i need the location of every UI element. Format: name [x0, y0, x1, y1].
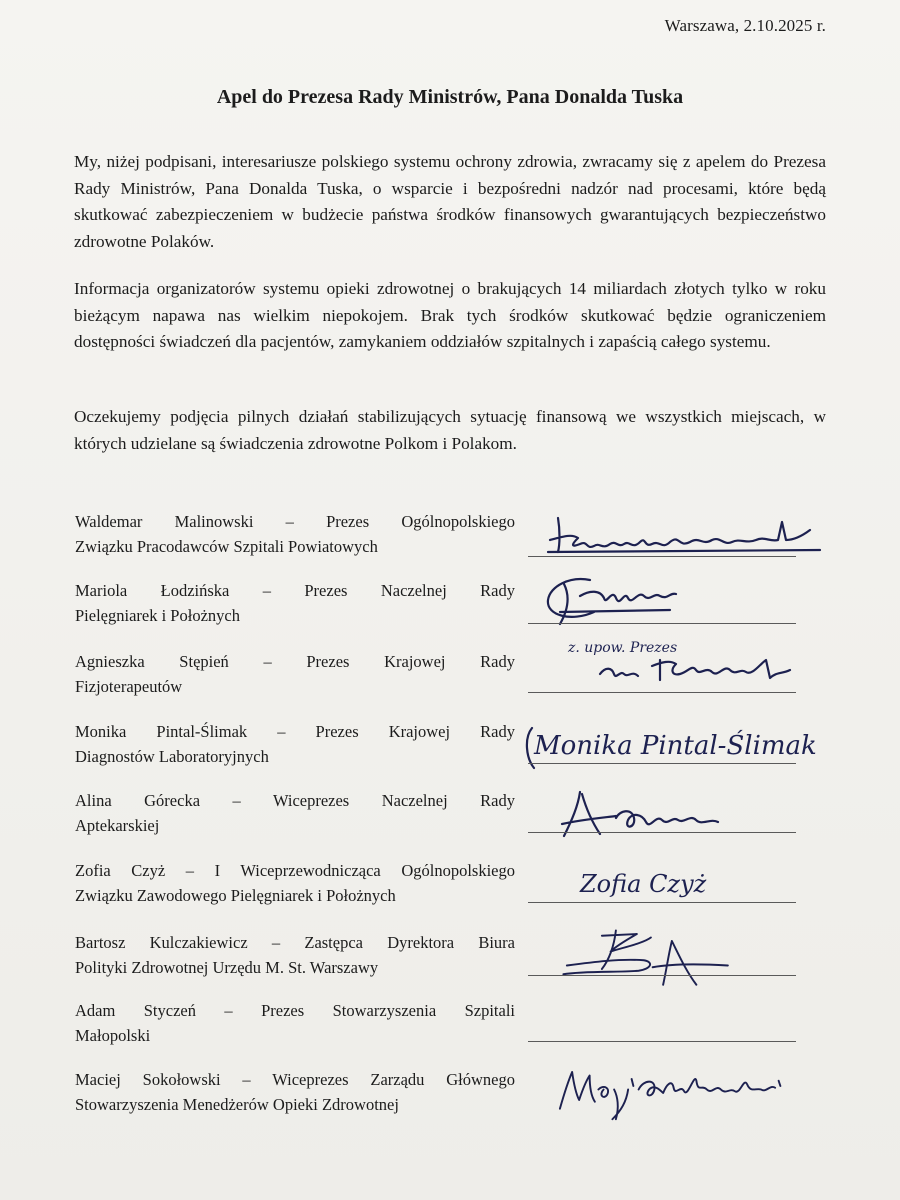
signatory-role: Maciej Sokołowski – Wiceprezes Zarządu Głównego: [75, 1070, 515, 1089]
paragraph-1: My, niżej podpisani, interesariusze polskiego systemu ochrony zdrowia, zwracamy się z apelem do Prezesa Rady Ministrów, Pana Donalda Tuska, o wsparcie i bezpośredni nadzór nad procesami, które będą skutkować zabezpieczeniem w budżecie państwa środków finansowych gwarantujących bezpieczeństwo zdrowotne Polaków.: [74, 152, 826, 251]
signatory-role: Adam Styczeń – Prezes Stowarzyszenia Szpitali: [75, 1001, 515, 1020]
signatory-stepien: [75, 649, 515, 699]
signatory-organization: Fizjoterapeutów: [75, 677, 183, 696]
signature-lodzinska: [520, 566, 850, 636]
date-line: Warszawa, 2.10.2025 r.: [664, 16, 826, 35]
signatory-organization: Diagnostów Laboratoryjnych: [75, 747, 269, 766]
signature-malinowski: [520, 500, 850, 570]
signatory-role: Waldemar Malinowski – Prezes Ogólnopolskiego: [75, 512, 515, 531]
svg-text:Monika Pintal-Ślimak: Monika Pintal-Ślimak: [534, 731, 817, 761]
signatory-czyz: [75, 858, 515, 908]
signatory-sokolowski: [75, 1067, 515, 1117]
signature-line-5: [528, 832, 796, 833]
signature-line-1: [528, 556, 796, 557]
signature-kulczakiewicz: [520, 920, 850, 990]
signature-czyz: [520, 850, 850, 920]
signatory-organization: Aptekarskiej: [75, 816, 160, 835]
signatory-lodzinska: [75, 578, 515, 628]
signature-sokolowski: [520, 1058, 850, 1128]
signature-line-2: [528, 623, 796, 624]
signatory-organization: Związku Zawodowego Pielęgniarek i Położnych: [75, 886, 396, 905]
letter-title: Apel do Prezesa Rady Ministrów, Pana Donalda Tuska: [216, 86, 684, 108]
signatory-role: Bartosz Kulczakiewicz – Zastępca Dyrektora Biura: [75, 933, 515, 952]
signature-gorecka: [520, 778, 850, 848]
paragraph-2: Informacja organizatorów systemu opieki zdrowotnej o brakujących 14 miliardach złotych tylko w roku bieżącym napawa nas wielkim niepokojem. Brak tych środków skutkować będzie ograniczeniem dostępności świadczeń dla pacjentów, zamykaniem oddziałów szpitalnych i zapaścią całego systemu.: [74, 279, 826, 351]
signatory-styczen: [75, 998, 515, 1048]
signatory-role: Alina Górecka – Wiceprezes Naczelnej Rady: [75, 791, 515, 810]
signatory-organization: Związku Pracodawców Szpitali Powiatowych: [75, 537, 378, 556]
paragraph-3: Oczekujemy podjęcia pilnych działań stabilizujących sytuację finansową we wszystkich miejscach, w których udzielane są świadczenia zdrowotne Polkom i Polakom.: [74, 407, 826, 453]
signatory-organization: Stowarzyszenia Menedżerów Opieki Zdrowotnej: [75, 1095, 399, 1114]
signatory-role: Monika Pintal-Ślimak – Prezes Krajowej Rady: [75, 722, 515, 741]
signatory-gorecka: [75, 788, 515, 838]
signature-line-4: [528, 763, 796, 764]
signature-line-8: [528, 1041, 796, 1042]
signatory-pintal-slimak: [75, 719, 515, 769]
signatory-role: Agnieszka Stępień – Prezes Krajowej Rady: [75, 652, 515, 671]
signatory-role: Zofia Czyż – I Wiceprzewodnicząca Ogólnopolskiego: [75, 861, 515, 880]
signature-pintal-slimak: [520, 708, 850, 778]
svg-text:z. upow. Prezes: z. upow. Prezes: [568, 640, 678, 656]
signatory-organization: Pielęgniarek i Położnych: [75, 606, 240, 625]
signatory-malinowski: [75, 509, 515, 559]
signature-line-6: [528, 902, 796, 903]
signatory-kulczakiewicz: [75, 930, 515, 980]
signature-stepien: [520, 630, 850, 700]
svg-text:Zofia Czyż: Zofia Czyż: [580, 870, 707, 898]
signature-line-7: [528, 975, 796, 976]
signatory-role: Mariola Łodzińska – Prezes Naczelnej Rady: [75, 581, 515, 600]
signatory-organization: Polityki Zdrowotnej Urzędu M. St. Warszawy: [75, 958, 379, 977]
signatory-organization: Małopolski: [75, 1026, 151, 1045]
signature-line-3: [528, 692, 796, 693]
